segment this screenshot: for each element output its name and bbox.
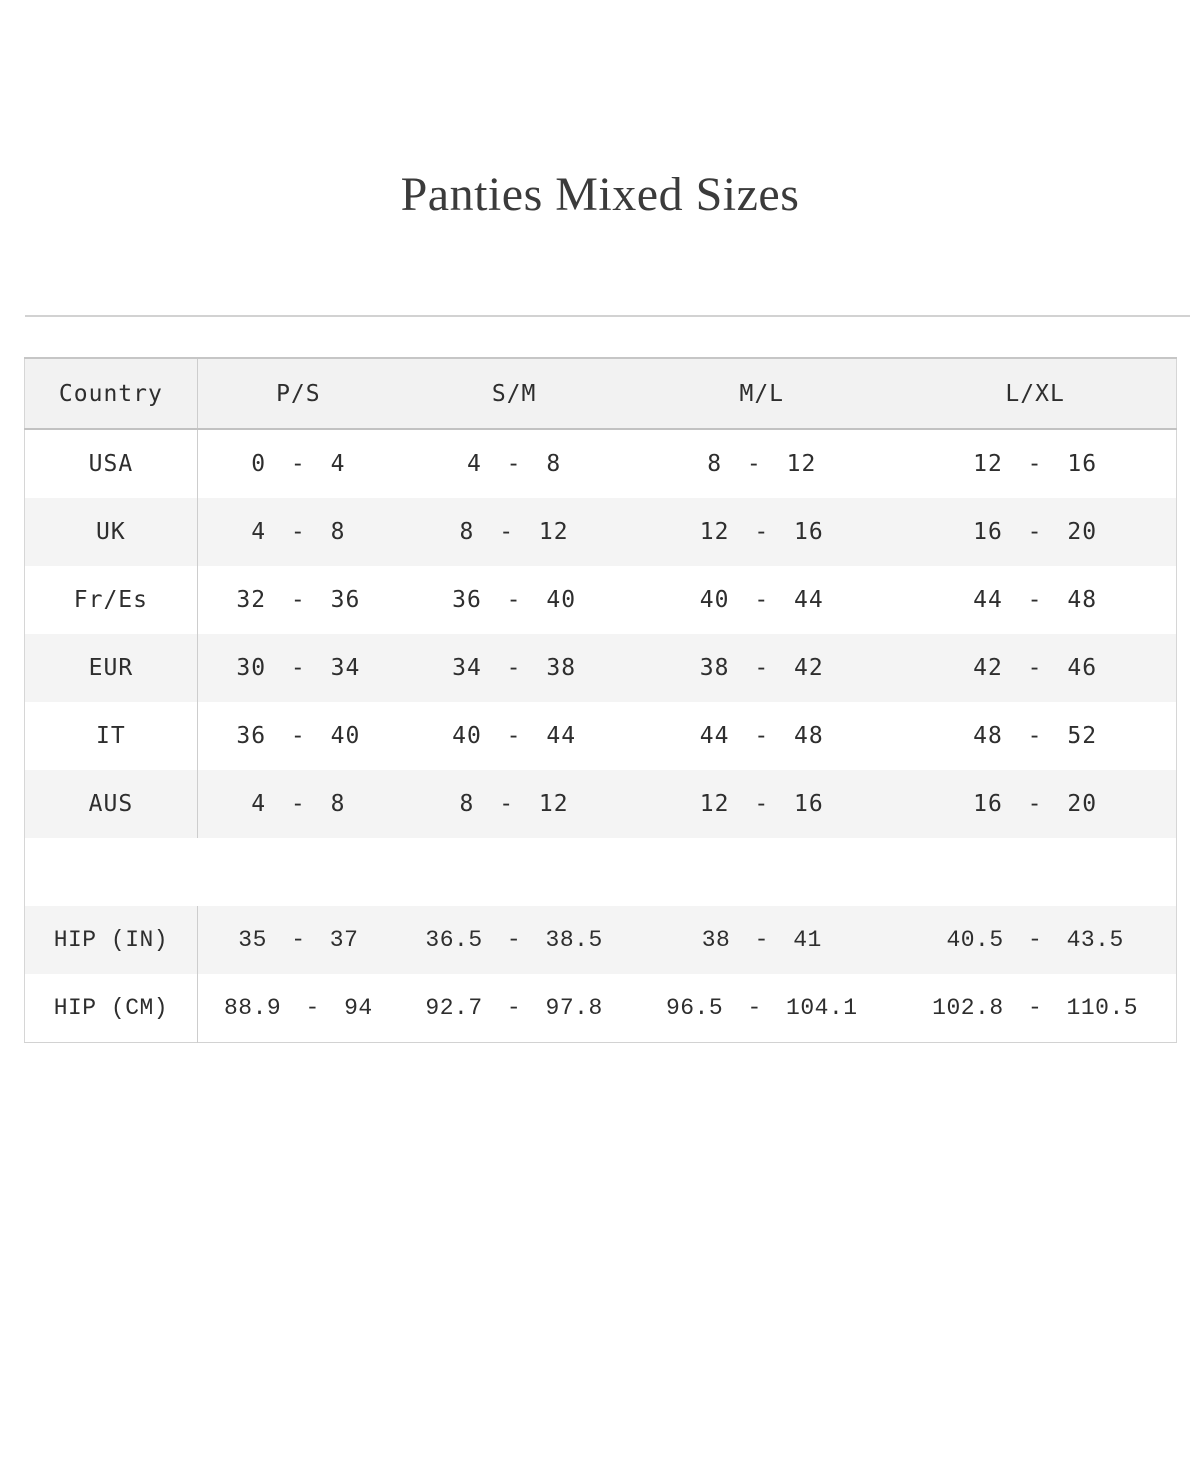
size-cell: 36.5 - 38.5 (399, 906, 629, 974)
row-label: Fr/Es (25, 566, 198, 634)
size-cell: 36 - 40 (399, 566, 629, 634)
size-cell: 102.8 - 110.5 (894, 974, 1176, 1043)
row-label: UK (25, 498, 198, 566)
row-label: HIP (IN) (25, 906, 198, 974)
table-row-uk (25, 498, 1177, 566)
size-cell: 88.9 - 94 (197, 974, 399, 1043)
row-label: USA (25, 429, 198, 498)
divider-line (25, 315, 1190, 317)
size-cell: 96.5 - 104.1 (629, 974, 894, 1043)
size-cell: 12 - 16 (629, 770, 894, 838)
row-label: EUR (25, 634, 198, 702)
table-row-eur (25, 634, 1177, 702)
table-row-aus (25, 770, 1177, 838)
row-label: HIP (CM) (25, 974, 198, 1043)
column-header-country: Country (25, 358, 198, 429)
row-label: IT (25, 702, 198, 770)
page-title: Panties Mixed Sizes (400, 168, 800, 221)
size-cell: 16 - 20 (894, 498, 1176, 566)
size-cell: 16 - 20 (894, 770, 1176, 838)
spacer-row (25, 838, 1177, 906)
size-cell: 40.5 - 43.5 (894, 906, 1176, 974)
size-cell: 35 - 37 (197, 906, 399, 974)
size-chart-table (24, 357, 1177, 1043)
column-header-p-s: P/S (197, 358, 399, 429)
size-cell: 40 - 44 (629, 566, 894, 634)
size-cell: 4 - 8 (197, 770, 399, 838)
header-row (25, 358, 1177, 429)
size-cell: 42 - 46 (894, 634, 1176, 702)
size-cell: 12 - 16 (894, 429, 1176, 498)
column-header-m-l: M/L (629, 358, 894, 429)
size-cell: 12 - 16 (629, 498, 894, 566)
table-row-usa (25, 429, 1177, 498)
size-cell: 40 - 44 (399, 702, 629, 770)
size-cell: 8 - 12 (629, 429, 894, 498)
size-cell: 38 - 42 (629, 634, 894, 702)
table-row-it (25, 702, 1177, 770)
size-cell: 92.7 - 97.8 (399, 974, 629, 1043)
table-row-hip-cm (25, 974, 1177, 1043)
size-cell: 36 - 40 (197, 702, 399, 770)
size-cell: 8 - 12 (399, 498, 629, 566)
size-cell: 4 - 8 (197, 498, 399, 566)
size-cell: 0 - 4 (197, 429, 399, 498)
size-cell: 30 - 34 (197, 634, 399, 702)
spacer-cell (25, 838, 1177, 906)
size-cell: 4 - 8 (399, 429, 629, 498)
size-cell: 32 - 36 (197, 566, 399, 634)
size-cell: 44 - 48 (629, 702, 894, 770)
size-cell: 38 - 41 (629, 906, 894, 974)
size-cell: 34 - 38 (399, 634, 629, 702)
column-header-s-m: S/M (399, 358, 629, 429)
size-cell: 48 - 52 (894, 702, 1176, 770)
table-row-hip-in (25, 906, 1177, 974)
row-label: AUS (25, 770, 198, 838)
column-header-l-xl: L/XL (894, 358, 1176, 429)
table-row-fr-es (25, 566, 1177, 634)
size-cell: 8 - 12 (399, 770, 629, 838)
size-cell: 44 - 48 (894, 566, 1176, 634)
